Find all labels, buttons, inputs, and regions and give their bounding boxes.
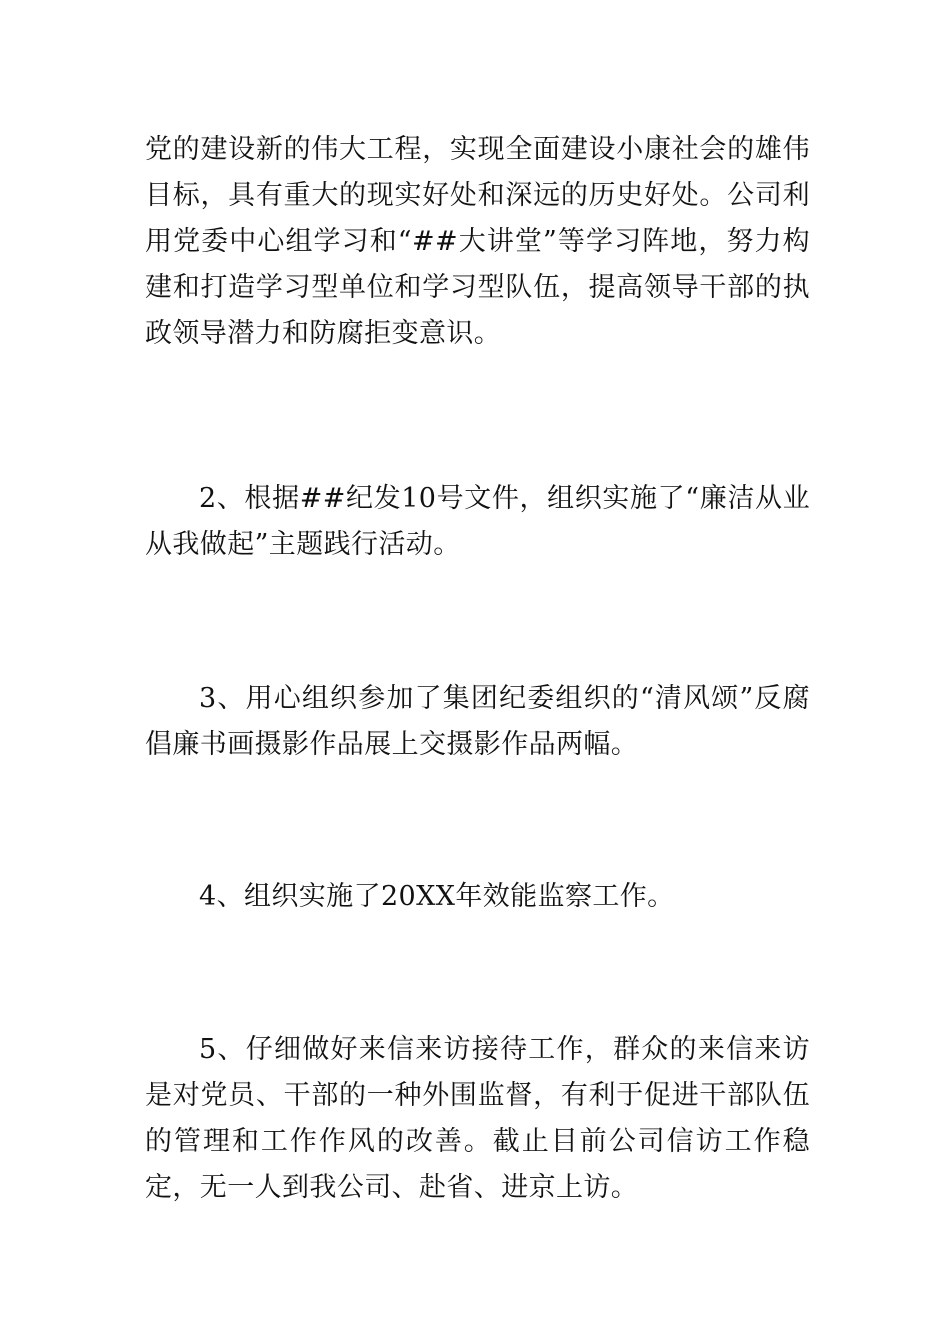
paragraph-item-5: 5、仔细做好来信来访接待工作，群众的来信来访是对党员、干部的一种外围监督，有利于促进干部队伍的管理和工作作风的改善。截止目前公司信访工作稳定，无一人到我公司、赴省、进京上访。 xyxy=(145,1034,810,1203)
paragraph-item-4: 4、组织实施了20XX年效能监察工作。 xyxy=(199,881,675,912)
paragraph-continuation: 党的建设新的伟大工程，实现全面建设小康社会的雄伟目标，具有重大的现实好处和深远的历史好处。公司利用党委中心组学习和“##大讲堂”等学习阵地，努力构建和打造学习型单位和学习型队伍，提高领导干部的执政领导潜力和防腐拒变意识。 xyxy=(145,134,810,349)
paragraph-item-2: 2、根据##纪发10号文件，组织实施了“廉洁从业从我做起”主题践行活动。 xyxy=(145,483,810,560)
paragraph-item-3: 3、用心组织参加了集团纪委组织的“清风颂”反腐倡廉书画摄影作品展上交摄影作品两幅。 xyxy=(145,683,810,760)
